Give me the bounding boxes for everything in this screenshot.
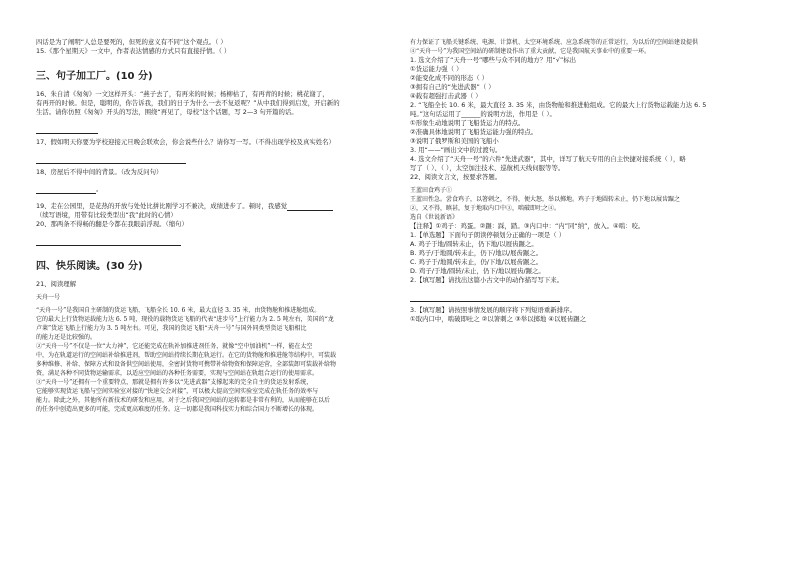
q18: 18、房屋后不得中间的背景。（改为反问句） [36,168,163,176]
answer-line[interactable] [36,127,98,134]
q16-line-2: 有再开的时候。但是，聪明的，你告诉我，我们的日子为什么一去不复返呢？”从中我们得到启发，开启新的 [36,99,340,107]
reading-q2-option-3[interactable]: ③说明了俄罗斯和美国的飞船小 [410,137,499,145]
reading-q2-line-1: 2. “飞船全长 10. 6 米，最大直径 3. 35 米，由货物舱和推进舱组成。它的最大上行货物运载能力达 6. 5 [410,101,707,109]
classical-q1: 1.【单选题】下面句子朗读停顿划分正确的一项是（ ） [410,231,566,239]
classical-notes: 【注释】①鸡子：鸡蛋。②蹍：踩，踏。③内口中：“内”同“纳”，放入。④啮：咬。 [410,222,645,230]
reading-q2-line-2: 吨。”这句话运用了______的说明方法，作用是（ ）。 [410,110,556,118]
answer-line[interactable] [36,157,186,164]
article-title: 天舟一号 [36,294,61,301]
classical-q1-option-b[interactable]: B. 鸡子/于地圆/转未止，仍下/地以/屐齿蹍之。 [410,249,543,257]
reading-q1-option-1[interactable]: ①货运能力强（ ） [410,65,463,73]
paragraph-3: ③“天舟一号”还拥有一个重要特点，那就是拥有许多以“先进武器”支撑起来的完全自主的货运发射系统， [36,379,313,386]
reading-q2-option-1[interactable]: ①形象生动地说明了飞船货运力的特点。 [410,119,525,127]
left-column: 四话是为了阐明“人总是要死的，但死的意义有不同”这个观点。（ ） 15.《那个星期天》一文中，作者表达情感的方式只有直接抒情。（ ） 三、句子加工厂。(10 分) 16、朱自清《匆匆》一文这样开头：“燕子去了，有再来的时候；杨柳枯了，有再青的时候；桃花谢了， 有再开的时候。但是，聪明的，你告诉我，我们的日子为什么一去不复返呢？”从中我们得到启发，开启新的 生活。请你仿照《匆匆》开头的写法，围绕“再见了，母校”这个话题，写 2—3 句开篇的话。 17、假如明天你要为学校迎接元旦晚会联欢会，你会说些什么？请你写一写。（不得出现学校及真实姓名） 18、房屋后不得中间的背景。（改为反问句） 。 19、走在公园里，是花热的开放与处处比拼比刚学习不兼决，成绩进步了。顿时，我感觉 （续写语境，用带有比较类型出“我”此时的心情） 20、那两条不得畅的翻是今都在我眼前浮现。（缩句） 四、快乐阅读。(30 分) 21、阅读理解 天舟一号 “天舟一号”是我国自主研制的货运飞船，飞船全长 10. 6 米，最大直径 3. 35 米，由货物舱和推进舱组成。 它的最大上行货物运载能力达 6. 5 吨，现役的载物货运飞船的代表“进步号”上行能力为 2. 5 吨左右，美国的“龙 卢莱”货运飞船上行能力为 3. 5 吨左右。可见，我国的货运飞船“天舟一号”与国外同类型货运飞船相比 的能力还是比较强的。 ②“天舟一号”不仅是一位“大力神”，它还能完成在轨补加推进剂任务，就像“空中加油机”一样，能在太空 中，为在轨道运行的空间站补给推进剂，帮助空间站持续长期在轨运行。在它的货物舱和推进舱等结构中，可装载 多种维修、补给、保障方式和设备供空间站使用，全密封货物可携带补给物资和保障运营，全部装卸可装载补给物 资，满足各种不同货物运输需求，以适应空间站的各种任务需要，实现与空间站在轨组合运行的使用需求。 ③“天舟一号”还拥有一个重要特点，那就是拥有许多以“先进武器”支撑起来的完全自主的货运发射系统， 它能够实现货运飞船与空间实验室对接的“快速交会对接”，可以极大提高空间实验室完成在轨任务的效率与 能力。除此之外，其他所有新技术的研发和应用，对于之后我国空间站的运转都是非常有利的，从而能够在以后 的任务中创造出更多的可能，完成更高难度的任务。这一切都是我国科技实力和综合国力不断增长的体现。 [36,38,376,414]
answer-line[interactable] [36,239,181,246]
classical-q3-sequence: ①取内口中，啮破即吐之 ②以箸刺之 ③举以掷地 ④以屐齿蹍之 [410,315,586,323]
answer-line[interactable] [287,204,333,211]
q20: 20、那两条不得畅的翻是今都在我眼前浮现。（缩句） [36,220,188,228]
paragraph-3-end: 有力保证了飞船关键系统、电源、计算机、太空环境系统、应急系统等的正常运行，为以后的空间站建设提供 [410,39,699,46]
section-4-heading: 四、快乐阅读。(30 分) [36,261,143,272]
classical-q3: 3.【填写题】请按照事情发展的顺序将下列短语重新排序。 [410,306,576,314]
q17: 17、假如明天你要为学校迎接元旦晚会联欢会，你会说些什么？请你写一写。（不得出现学校及真实姓名） [36,138,335,146]
classical-q1-option-a[interactable]: A. 鸡子于地/圆转未止，仍下地/以屐齿蹍之。 [410,240,538,248]
q16-line-1: 16、朱自清《匆匆》一文这样开头：“燕子去了，有再来的时候；杨柳枯了，有再青的时候；桃花谢了， [36,90,329,98]
classical-source: 选自《世说新语》 [410,214,459,221]
judge-14: 四话是为了阐明“人总是要死的，但死的意义有不同”这个观点。（ ） [36,38,227,46]
q19-line-2: （续写语境，用带有比较类型出“我”此时的心情） [36,211,177,219]
reading-q4-line-1: 4. 选文介绍了“天舟一号”的六件“先进武器”，其中，详写了航天专用的自主快捷对接系统（ ），略 [410,155,686,163]
answer-line[interactable] [36,187,96,194]
right-column [410,38,760,324]
q21-label: 21、阅读理解 [36,280,77,288]
judge-15: 15.《那个星期天》一文中，作者表达情感的方式只有直接抒情。（ ） [36,47,231,55]
q22-label: 22、阅读文言文，按要求答题。 [410,173,502,181]
reading-q1: 1. 选文介绍了“天舟一号”哪些与众不同的地方？用“√”标出 [410,56,577,64]
reading-q1-option-4[interactable]: ④载有超强打击武器（ ） [410,92,482,100]
classical-q1-option-d[interactable]: D. 鸡子/于地/圆转/未止，仍下/地以屐齿/蹍之。 [410,267,545,275]
paragraph-4: ④“天舟一号”为我国空间站的研制建设作出了重大贡献，它是我国航天事业中的重要一环。 [410,48,651,55]
paragraph-1: “天舟一号”是我国自主研制的货运飞船，飞船全长 10. 6 米，最大直径 3. 35 米，由货物舱和推进舱组成。 [36,307,321,314]
section-3-heading: 三、句子加工厂。(10 分) [36,71,153,82]
reading-q1-option-2[interactable]: ②能变化成不同的形态（ ） [410,74,489,82]
classical-q1-option-c[interactable]: C. 鸡子于/地圆/转未止，仍/下地/以屐齿蹍之。 [410,258,543,266]
classical-q2: 2.【填写题】请找出这篇小古文中的动作描写写下来。 [410,276,564,284]
paragraph-2: ②“天舟一号”不仅是一位“大力神”，它还能完成在轨补加推进剂任务，就像“空中加油机”一样，能在太空 [36,343,313,350]
q16-line-3: 生活。请你仿照《匆匆》开头的写法，围绕“再见了，母校”这个话题，写 2—3 句开篇的话。 [36,108,298,116]
answer-line[interactable] [410,295,560,302]
classical-text-2: ②，又不得，瞋甚，复于地取内口中③，啮破即吐之④。 [410,205,561,212]
reading-q4-line-2: 写了（ ）、（ ），太空加注技术、巡航机天线伺服等等。 [410,164,565,172]
q19-line-1: 19、走在公园里，是花热的开放与处处比拼比刚学习不兼决，成绩进步了。顿时，我感觉 [36,202,376,211]
reading-q1-option-3[interactable]: ③拥有自己的“先进武器”（ ） [410,83,495,91]
reading-q3: 3. 用“——”画出文中的过渡句。 [410,146,502,154]
reading-q2-option-2[interactable]: ②准确具体地说明了飞船货运能力强的特点。 [410,128,538,136]
classical-text-1: 王蓝田性急。尝食鸡子，以箸刺之，不得，便大怒，举以掷地。鸡子于地圆转未止，仍下地以屐齿蹍之 [410,196,681,203]
classical-title: 王蓝田食鸡子① [410,187,453,194]
